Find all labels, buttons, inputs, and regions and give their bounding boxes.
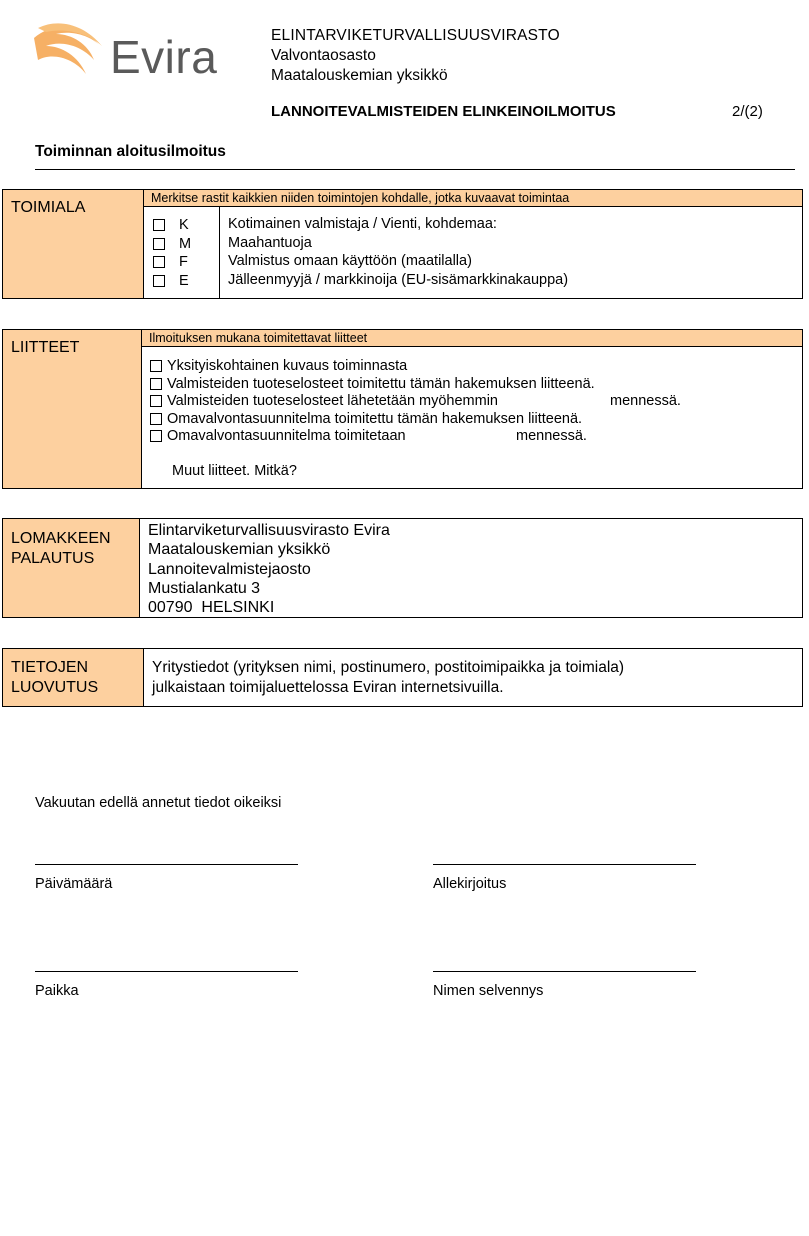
section-instruction: Ilmoituksen mukana toimitettavat liitteet	[142, 330, 802, 347]
org-unit: Maatalouskemian yksikkö	[271, 67, 448, 84]
name-clarification-label: Nimen selvennys	[433, 983, 544, 999]
activity-text: Maahantuoja	[228, 234, 312, 251]
activity-text: Kotimainen valmistaja / Vienti, kohdemaa:	[228, 216, 497, 232]
section-toimiala	[2, 189, 803, 299]
return-address	[148, 521, 390, 617]
activity-text: Valmistus omaan käyttöön (maatilalla)	[228, 253, 472, 269]
activity-descriptions	[228, 215, 568, 289]
date-label: Päivämäärä	[35, 876, 113, 892]
attachment-item	[150, 427, 595, 445]
attachment-text: Yksityiskohtainen kuvaus toiminnasta	[167, 358, 408, 374]
attachment-checkbox[interactable]	[150, 378, 162, 390]
checkbox-f[interactable]	[153, 256, 165, 268]
org-name: ELINTARVIKETURVALLISUUSVIRASTO	[271, 27, 560, 44]
attachment-list	[150, 357, 681, 445]
page-number: 2/(2)	[732, 103, 763, 120]
section-content	[144, 190, 802, 298]
name-field-line[interactable]	[433, 971, 696, 972]
disclosure-line: Yritystiedot (yrityksen nimi, postinumero, postitoimipaikka ja toimiala)	[152, 659, 625, 676]
activity-code: K	[179, 217, 189, 233]
column-divider	[219, 207, 220, 298]
other-attachments-label: Muut liitteet. Mitkä?	[172, 463, 297, 479]
section-label: TOIMIALA	[3, 190, 144, 298]
activity-option	[153, 272, 199, 291]
organization-block	[271, 26, 560, 86]
section-label: LIITTEET	[3, 330, 142, 488]
activity-option	[153, 253, 199, 272]
activity-checkboxes	[153, 216, 199, 290]
evira-logo	[32, 20, 237, 82]
attachment-text: Omavalvontasuunnitelma toimitetaan	[167, 428, 406, 444]
section-liitteet	[2, 329, 803, 489]
deadline-suffix: mennessä.	[516, 428, 587, 444]
section-instruction: Merkitse rastit kaikkien niiden toimintojen kohdalle, jotka kuvaavat toimintaa	[144, 190, 802, 207]
section-luovutus	[2, 648, 803, 707]
address-line: Lannoitevalmistejaosto	[148, 560, 311, 578]
disclosure-text	[152, 658, 624, 698]
activity-option	[153, 216, 199, 235]
signature-field-line[interactable]	[433, 864, 696, 865]
deadline-suffix: mennessä.	[610, 393, 681, 409]
section-label	[3, 649, 144, 706]
section-label	[3, 519, 140, 617]
address-line: Elintarviketurvallisuusvirasto Evira	[148, 522, 390, 539]
form-subtitle: Toiminnan aloitusilmoitus	[35, 143, 226, 160]
place-label: Paikka	[35, 983, 79, 999]
attachment-text: Omavalvontasuunnitelma toimitettu tämän hakemuksen liitteenä.	[167, 410, 583, 427]
org-department: Valvontaosasto	[271, 47, 376, 64]
activity-code: M	[179, 235, 192, 252]
section-content	[142, 330, 802, 488]
activity-text: Jälleenmyyjä / markkinoija (EU-sisämarkkinakauppa)	[228, 271, 569, 288]
checkbox-m[interactable]	[153, 238, 165, 250]
activity-code: F	[179, 254, 188, 270]
attachment-text: Valmisteiden tuoteselosteet lähetetään myöhemmin	[167, 393, 499, 409]
attachment-checkbox[interactable]	[150, 430, 162, 442]
attachment-item	[150, 375, 595, 393]
attachment-checkbox[interactable]	[150, 360, 162, 372]
address-line: 00790 HELSINKI	[148, 599, 275, 617]
place-field-line[interactable]	[35, 971, 298, 972]
address-line: Maatalouskemian yksikkö	[148, 541, 331, 559]
section-label-line: PALAUTUS	[11, 550, 95, 567]
section-label-line: TIETOJEN	[11, 659, 89, 676]
attachment-text: Valmisteiden tuoteselosteet toimitettu tämän hakemuksen liitteenä.	[167, 375, 595, 392]
activity-code: E	[179, 272, 189, 289]
section-label-line: LOMAKKEEN	[11, 530, 111, 547]
document-title: LANNOITEVALMISTEIDEN ELINKEINOILMOITUS	[271, 103, 616, 120]
attachment-item	[150, 410, 595, 428]
section-palautus	[2, 518, 803, 618]
activity-option	[153, 235, 199, 254]
section-content	[144, 649, 802, 706]
section-content	[140, 519, 802, 617]
attachment-item	[150, 392, 681, 410]
evira-swoosh-icon	[32, 20, 112, 82]
attachment-checkbox[interactable]	[150, 395, 162, 407]
date-field-line[interactable]	[35, 864, 298, 865]
attachment-item	[150, 357, 595, 375]
checkbox-k[interactable]	[153, 219, 165, 231]
header-divider	[35, 169, 795, 170]
checkbox-e[interactable]	[153, 275, 165, 287]
signature-label: Allekirjoitus	[433, 876, 507, 892]
address-line: Mustialankatu 3	[148, 579, 261, 597]
attachment-checkbox[interactable]	[150, 413, 162, 425]
declaration-text: Vakuutan edellä annetut tiedot oikeiksi	[35, 795, 282, 811]
disclosure-line: julkaistaan toimijaluettelossa Eviran internetsivuilla.	[152, 679, 504, 696]
logo-wordmark: Evira	[110, 31, 218, 83]
section-label-line: LUOVUTUS	[11, 679, 99, 696]
